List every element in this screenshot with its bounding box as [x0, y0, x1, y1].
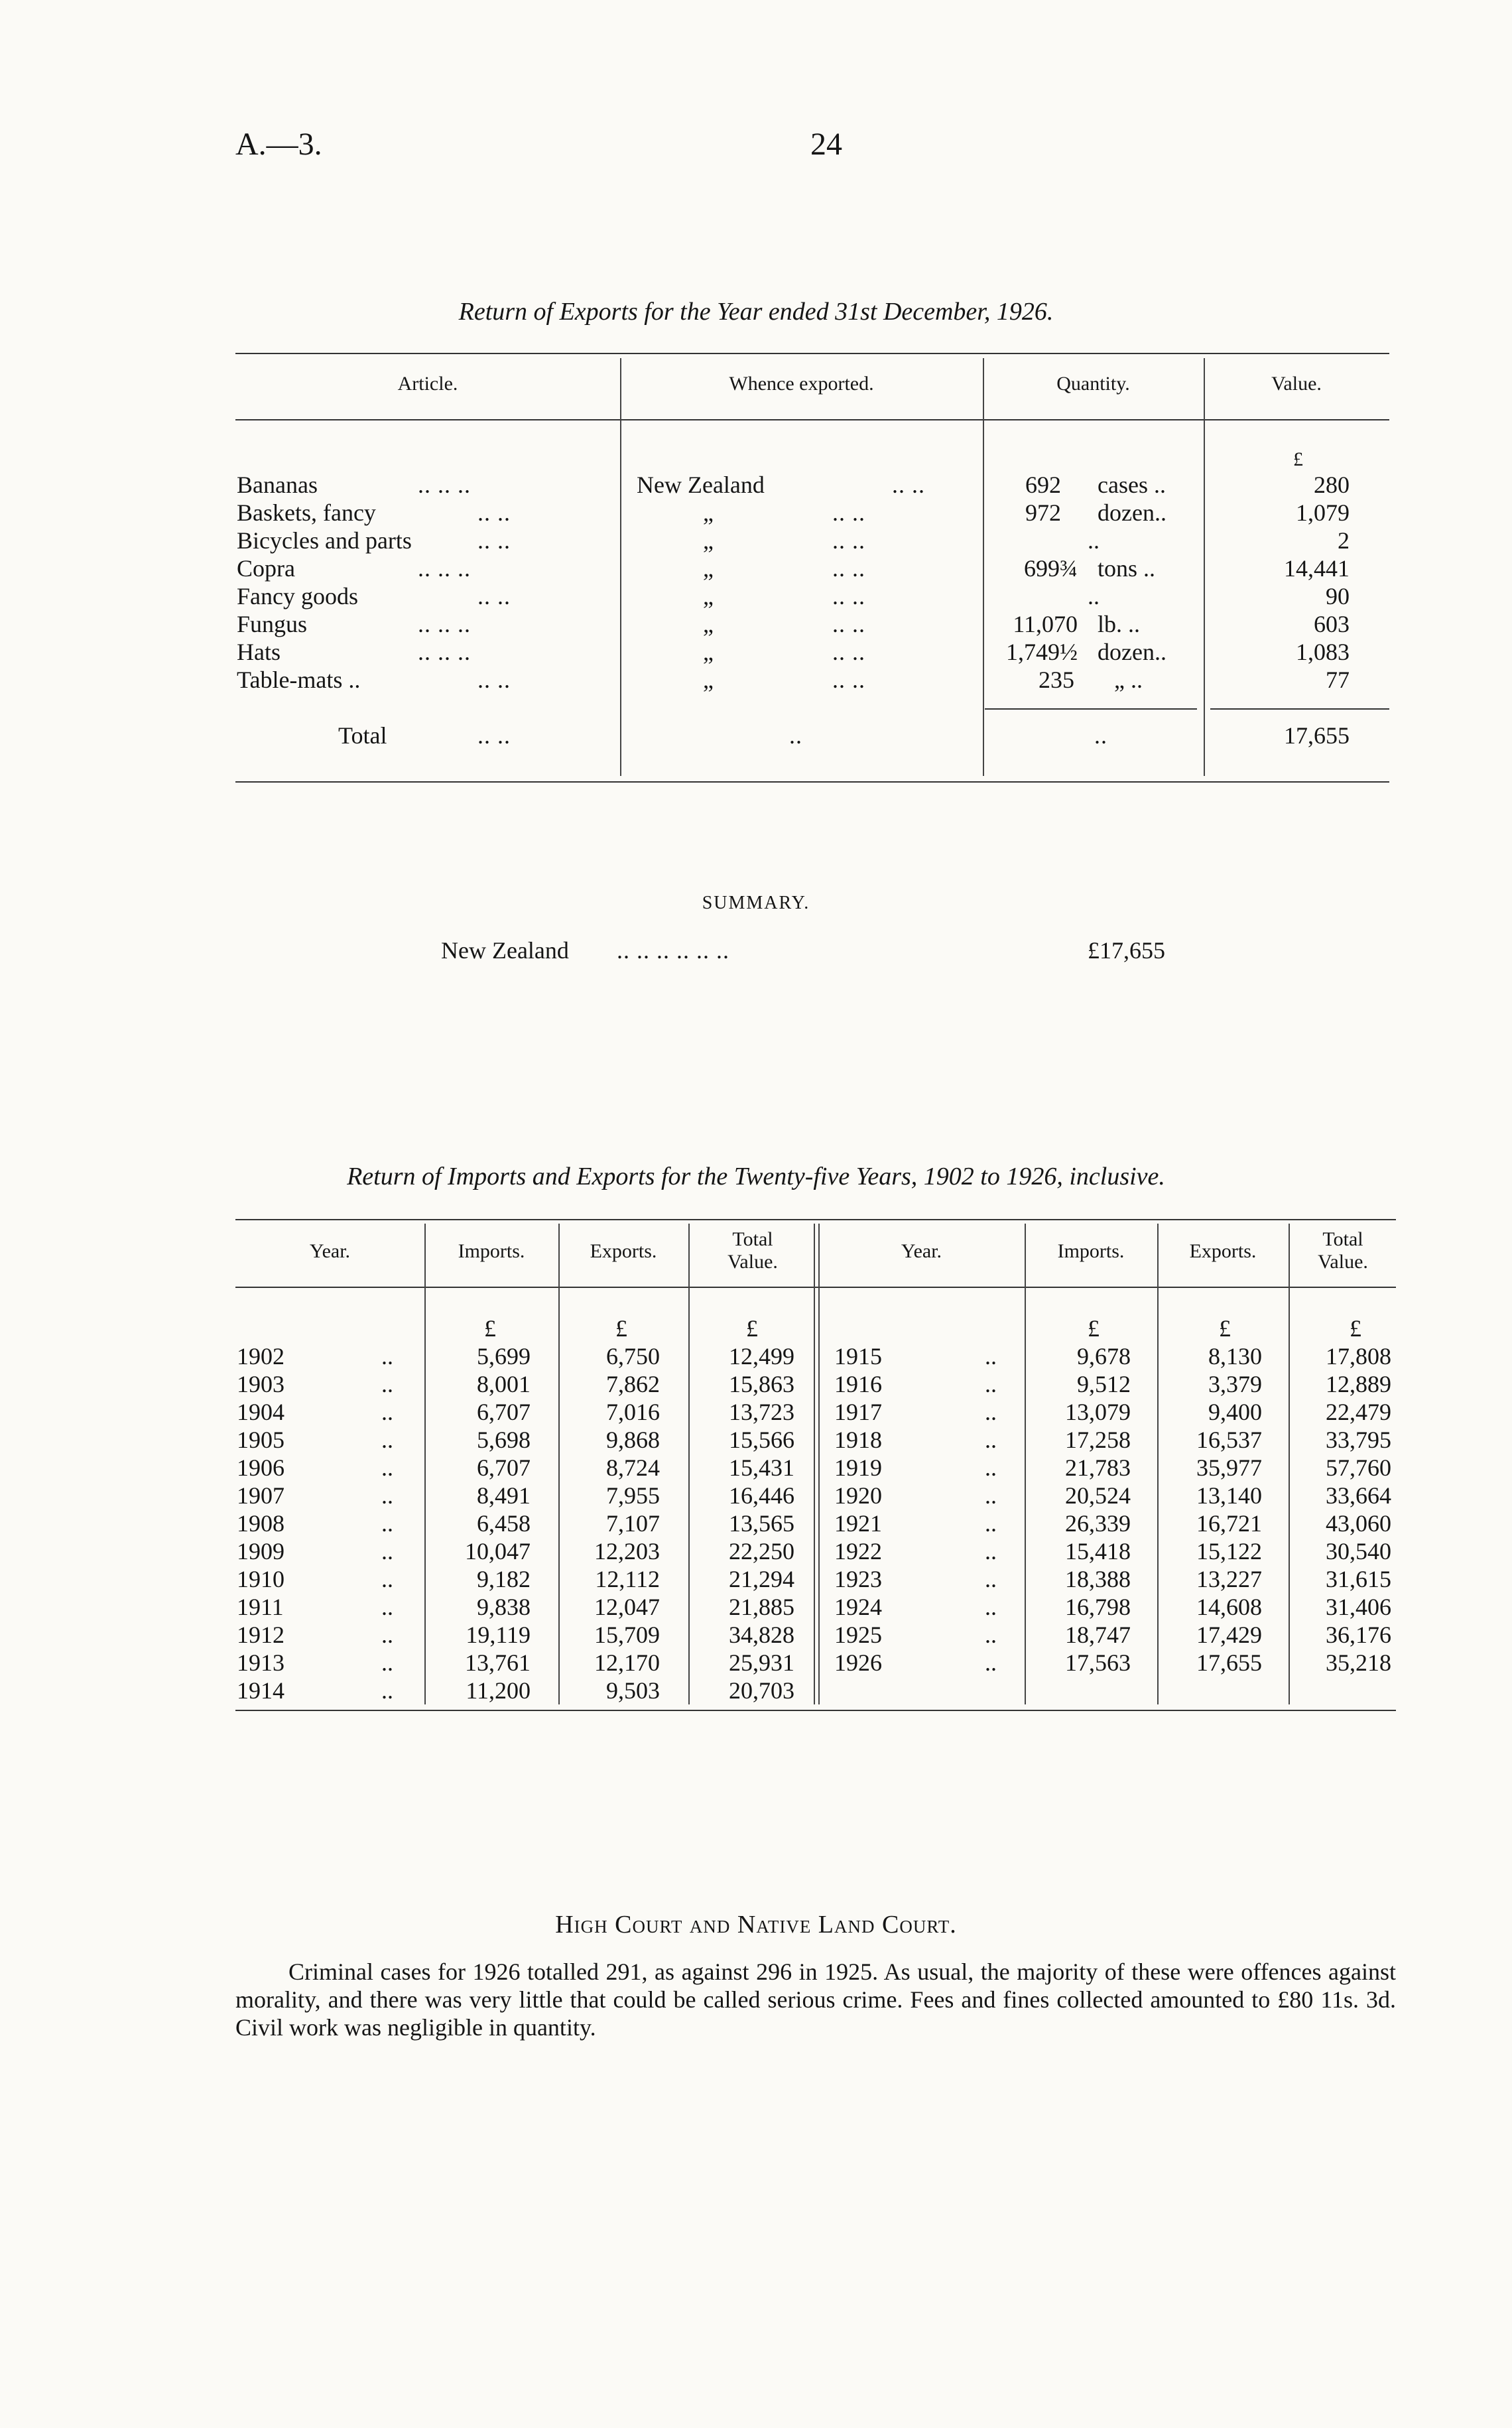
leader-dots: .. .. — [832, 611, 865, 637]
leader-dots: .. — [985, 1343, 997, 1370]
article-cell: Baskets, fancy — [237, 499, 376, 526]
quantity-unit: „ .. — [1114, 667, 1143, 693]
total-cell: 33,664 — [1326, 1482, 1391, 1509]
exports-cell: 16,721 — [1196, 1510, 1262, 1537]
total-cell: 13,723 — [729, 1399, 794, 1425]
imports-cell: 19,119 — [466, 1622, 531, 1648]
year-cell: 1906 — [237, 1454, 284, 1481]
imports-exports-title: Return of Imports and Exports for the Twenty-five Years, 1902 to 1926, inclusive. — [347, 1163, 1165, 1190]
leader-dots: .. .. — [832, 499, 865, 526]
imports-cell: 15,418 — [1065, 1538, 1131, 1565]
total-cell: 15,431 — [729, 1454, 794, 1481]
imports-cell: 6,707 — [477, 1399, 531, 1425]
article-cell: Copra — [237, 555, 295, 582]
exports-cell: 13,140 — [1196, 1482, 1262, 1509]
imports-cell: 8,491 — [477, 1482, 531, 1509]
leader-dots: .. — [381, 1622, 393, 1648]
quantity-unit: cases .. — [1098, 472, 1166, 498]
exports-cell: 14,608 — [1196, 1594, 1262, 1620]
quantity-number: 972 — [1025, 499, 1061, 526]
exports-cell: 17,655 — [1196, 1649, 1262, 1676]
currency-mark: £ — [1293, 448, 1303, 470]
year-cell: 1917 — [834, 1399, 882, 1425]
year-cell: 1903 — [237, 1371, 284, 1397]
table-rule-bottom — [235, 781, 1389, 783]
total-cell: 12,499 — [729, 1343, 794, 1370]
total-cell: 13,565 — [729, 1510, 794, 1537]
whence-cell: „ — [703, 639, 714, 665]
total-cell: 31,406 — [1326, 1594, 1391, 1620]
leader-dots: .. — [985, 1538, 997, 1565]
total-cell: 30,540 — [1326, 1538, 1391, 1565]
exports-cell: 12,047 — [594, 1594, 660, 1620]
year-cell: 1907 — [237, 1482, 284, 1509]
leader-dots: .. .. .. — [418, 472, 471, 498]
exports-cell: 12,203 — [594, 1538, 660, 1565]
column-divider — [1204, 358, 1205, 776]
leader-dots: .. — [985, 1427, 997, 1453]
leader-dots: .. — [381, 1399, 393, 1425]
summary-label: New Zealand — [441, 937, 569, 964]
quantity-number: 11,070 — [1013, 611, 1078, 637]
whence-cell: New Zealand — [637, 472, 765, 498]
imports-cell: 5,698 — [477, 1427, 531, 1453]
column-header-total-value: Total Value. — [1318, 1228, 1368, 1273]
imports-cell: 9,838 — [477, 1594, 531, 1620]
leader-dots: .. .. — [832, 527, 865, 554]
imports-cell: 6,458 — [477, 1510, 531, 1537]
imports-cell: 9,678 — [1077, 1343, 1131, 1370]
leader-dots: .. — [1094, 722, 1107, 749]
imports-cell: 10,047 — [465, 1538, 531, 1565]
exports-cell: 9,400 — [1208, 1399, 1262, 1425]
total-cell: 16,446 — [729, 1482, 794, 1509]
imports-cell: 18,747 — [1065, 1622, 1131, 1648]
year-cell: 1904 — [237, 1399, 284, 1425]
leader-dots: .. .. .. — [418, 555, 471, 582]
quantity-number: 692 — [1025, 472, 1061, 498]
article-cell: Fungus — [237, 611, 308, 637]
total-cell: 17,808 — [1326, 1343, 1391, 1370]
year-cell: 1919 — [834, 1454, 882, 1481]
column-header-total-value: Total Value. — [727, 1228, 778, 1273]
leader-dots: .. — [985, 1482, 997, 1509]
currency-mark: £ — [615, 1315, 627, 1342]
total-cell: 25,931 — [729, 1649, 794, 1676]
leader-dots: .. — [381, 1454, 393, 1481]
court-section-title — [0, 1910, 1512, 1939]
column-header-article: Article. — [397, 373, 458, 395]
total-cell: 35,218 — [1326, 1649, 1391, 1676]
quantity-number: 1,749½ — [1006, 639, 1078, 665]
total-cell: 22,479 — [1326, 1399, 1391, 1425]
leader-dots: .. — [381, 1566, 393, 1592]
exports-cell: 15,122 — [1196, 1538, 1262, 1565]
total-cell: 12,889 — [1326, 1371, 1391, 1397]
quantity-unit: lb. .. — [1098, 611, 1141, 637]
year-cell: 1924 — [834, 1594, 882, 1620]
column-header-value: Value. — [1271, 373, 1322, 395]
column-header-year: Year. — [309, 1240, 351, 1262]
whence-cell: „ — [703, 611, 714, 637]
exports-cell: 3,379 — [1208, 1371, 1262, 1397]
exports-cell: 7,862 — [606, 1371, 660, 1397]
leader-dots: .. — [381, 1594, 393, 1620]
year-cell: 1920 — [834, 1482, 882, 1509]
value-cell: 2 — [1338, 527, 1350, 554]
value-cell: 280 — [1314, 472, 1350, 498]
quantity-unit: .. — [1088, 583, 1100, 609]
total-cell: 36,176 — [1326, 1622, 1391, 1648]
quantity-unit: dozen.. — [1098, 639, 1166, 665]
currency-mark: £ — [1219, 1315, 1231, 1342]
total-cell: 31,615 — [1326, 1566, 1391, 1592]
imports-cell: 16,798 — [1065, 1594, 1131, 1620]
column-header-exports: Exports. — [1189, 1240, 1257, 1262]
table-rule-top — [235, 353, 1389, 354]
leader-dots: .. — [985, 1371, 997, 1397]
imports-cell: 6,707 — [477, 1454, 531, 1481]
leader-dots: .. — [381, 1649, 393, 1676]
leader-dots: .. .. .. — [418, 611, 471, 637]
quantity-unit: dozen.. — [1098, 499, 1166, 526]
imports-cell: 9,512 — [1077, 1371, 1131, 1397]
value-cell: 1,083 — [1296, 639, 1350, 665]
leader-dots: .. — [985, 1566, 997, 1592]
whence-cell: „ — [703, 667, 714, 693]
leader-dots: .. — [985, 1454, 997, 1481]
article-cell: Fancy goods — [237, 583, 358, 609]
imports-cell: 17,258 — [1065, 1427, 1131, 1453]
exports-cell: 35,977 — [1196, 1454, 1262, 1481]
leader-dots: .. — [985, 1510, 997, 1537]
imports-cell: 9,182 — [477, 1566, 531, 1592]
total-cell: 22,250 — [729, 1538, 794, 1565]
value-cell: 77 — [1326, 667, 1350, 693]
leader-dots: .. — [985, 1399, 997, 1425]
total-cell: 15,863 — [729, 1371, 794, 1397]
quantity-unit: .. — [1088, 527, 1100, 554]
year-cell: 1923 — [834, 1566, 882, 1592]
leader-dots: .. .. — [892, 472, 925, 498]
leader-dots: .. .. — [832, 667, 865, 693]
total-cell: 21,294 — [729, 1566, 794, 1592]
table-rule-top — [235, 1219, 1396, 1220]
quantity-unit: tons .. — [1098, 555, 1156, 582]
year-cell: 1914 — [237, 1677, 284, 1704]
column-divider — [814, 1224, 815, 1704]
imports-cell: 8,001 — [477, 1371, 531, 1397]
leader-dots: .. .. .. — [418, 639, 471, 665]
leader-dots: .. — [985, 1622, 997, 1648]
column-header-quantity: Quantity. — [1056, 373, 1130, 395]
leader-dots: .. .. — [832, 639, 865, 665]
value-cell: 603 — [1314, 611, 1350, 637]
exports-cell: 8,130 — [1208, 1343, 1262, 1370]
total-rule — [985, 708, 1197, 710]
leader-dots: .. .. — [477, 583, 511, 609]
exports-cell: 8,724 — [606, 1454, 660, 1481]
imports-cell: 18,388 — [1065, 1566, 1131, 1592]
year-cell: 1915 — [834, 1343, 882, 1370]
whence-cell: „ — [703, 583, 714, 609]
column-header-imports: Imports. — [1057, 1240, 1125, 1262]
value-cell: 1,079 — [1296, 499, 1350, 526]
quantity-number: 699¾ — [1024, 555, 1078, 582]
year-cell: 1911 — [237, 1594, 284, 1620]
year-cell: 1918 — [834, 1427, 882, 1453]
court-paragraph: Criminal cases for 1926 totalled 291, as against 296 in 1925. As usual, the majority of these were offences against morality, and there was very little that could be called serious crime. Fees and fines collected amounted to £80 11s. 3d. Civil work was negligible in quantity. — [235, 1958, 1396, 2041]
total-cell: 33,795 — [1326, 1427, 1391, 1453]
article-cell: Bicycles and parts — [237, 527, 412, 554]
exports-cell: 7,107 — [606, 1510, 660, 1537]
year-cell: 1902 — [237, 1343, 284, 1370]
exports-cell: 9,503 — [606, 1677, 660, 1704]
exports-cell: 9,868 — [606, 1427, 660, 1453]
leader-dots: .. — [381, 1371, 393, 1397]
court-section-title-text: High Court and Native Land Court. — [555, 1911, 957, 1939]
article-cell: Bananas — [237, 472, 318, 498]
summary-heading: SUMMARY. — [702, 893, 810, 913]
imports-cell: 11,200 — [466, 1677, 531, 1704]
table-rule-head — [235, 419, 1389, 420]
leader-dots: .. .. — [477, 499, 511, 526]
imports-cell: 26,339 — [1065, 1510, 1131, 1537]
leader-dots: .. — [381, 1427, 393, 1453]
column-divider — [983, 358, 984, 776]
year-cell: 1922 — [834, 1538, 882, 1565]
year-cell: 1921 — [834, 1510, 882, 1537]
exports-table-title: Return of Exports for the Year ended 31st December, 1926. — [458, 298, 1054, 326]
exports-cell: 7,955 — [606, 1482, 660, 1509]
whence-cell: „ — [703, 555, 714, 582]
year-cell: 1910 — [237, 1566, 284, 1592]
leader-dots: .. .. — [832, 555, 865, 582]
exports-cell: 12,170 — [594, 1649, 660, 1676]
page-number: 24 — [810, 127, 842, 162]
column-header-imports: Imports. — [458, 1240, 525, 1262]
total-cell: 57,760 — [1326, 1454, 1391, 1481]
currency-mark: £ — [484, 1315, 496, 1342]
total-rule — [1210, 708, 1389, 710]
currency-mark: £ — [1350, 1315, 1361, 1342]
table-rule-head — [235, 1287, 1396, 1288]
year-cell: 1912 — [237, 1622, 284, 1648]
year-cell: 1916 — [834, 1371, 882, 1397]
total-cell: 21,885 — [729, 1594, 794, 1620]
value-cell: 14,441 — [1284, 555, 1350, 582]
whence-cell: „ — [703, 527, 714, 554]
imports-cell: 5,699 — [477, 1343, 531, 1370]
leader-dots: .. — [985, 1594, 997, 1620]
leader-dots: .. .. — [477, 722, 511, 749]
leader-dots: .. .. — [477, 527, 511, 554]
total-label: Total — [338, 722, 387, 749]
document-reference: A.—3. — [235, 127, 322, 162]
table-rule-bottom — [235, 1710, 1396, 1711]
leader-dots: .. — [381, 1482, 393, 1509]
leader-dots: .. — [381, 1343, 393, 1370]
summary-value: £17,655 — [1088, 937, 1165, 964]
exports-cell: 7,016 — [606, 1399, 660, 1425]
leader-dots: .. — [381, 1510, 393, 1537]
column-divider — [818, 1224, 820, 1704]
whence-cell: „ — [703, 499, 714, 526]
quantity-number: 235 — [1039, 667, 1074, 693]
exports-cell: 6,750 — [606, 1343, 660, 1370]
column-header-exports: Exports. — [590, 1240, 657, 1262]
year-cell: 1909 — [237, 1538, 284, 1565]
year-cell: 1905 — [237, 1427, 284, 1453]
total-cell: 34,828 — [729, 1622, 794, 1648]
leader-dots: .. — [381, 1538, 393, 1565]
exports-cell: 13,227 — [1196, 1566, 1262, 1592]
currency-mark: £ — [746, 1315, 758, 1342]
leader-dots: .. — [381, 1677, 393, 1704]
imports-cell: 20,524 — [1065, 1482, 1131, 1509]
year-cell: 1913 — [237, 1649, 284, 1676]
leader-dots: .. — [789, 722, 802, 749]
column-header-year: Year. — [901, 1240, 942, 1262]
total-cell: 43,060 — [1326, 1510, 1391, 1537]
year-cell: 1925 — [834, 1622, 882, 1648]
currency-mark: £ — [1088, 1315, 1100, 1342]
value-cell: 90 — [1326, 583, 1350, 609]
column-header-whence: Whence exported. — [729, 373, 874, 395]
leader-dots: .. .. — [477, 667, 511, 693]
exports-cell: 17,429 — [1196, 1622, 1262, 1648]
article-cell: Hats — [237, 639, 281, 665]
article-cell: Table-mats .. — [237, 667, 361, 693]
imports-cell: 17,563 — [1065, 1649, 1131, 1676]
leader-dots: .. .. .. .. .. .. — [617, 937, 729, 964]
imports-cell: 13,761 — [465, 1649, 531, 1676]
imports-cell: 13,079 — [1065, 1399, 1131, 1425]
column-divider — [620, 358, 621, 776]
total-cell: 15,566 — [729, 1427, 794, 1453]
total-cell: 20,703 — [729, 1677, 794, 1704]
imports-cell: 21,783 — [1065, 1454, 1131, 1481]
year-cell: 1908 — [237, 1510, 284, 1537]
exports-cell: 16,537 — [1196, 1427, 1262, 1453]
total-value: 17,655 — [1284, 722, 1350, 749]
year-cell: 1926 — [834, 1649, 882, 1676]
leader-dots: .. — [985, 1649, 997, 1676]
leader-dots: .. .. — [832, 583, 865, 609]
exports-cell: 12,112 — [595, 1566, 660, 1592]
exports-cell: 15,709 — [594, 1622, 660, 1648]
